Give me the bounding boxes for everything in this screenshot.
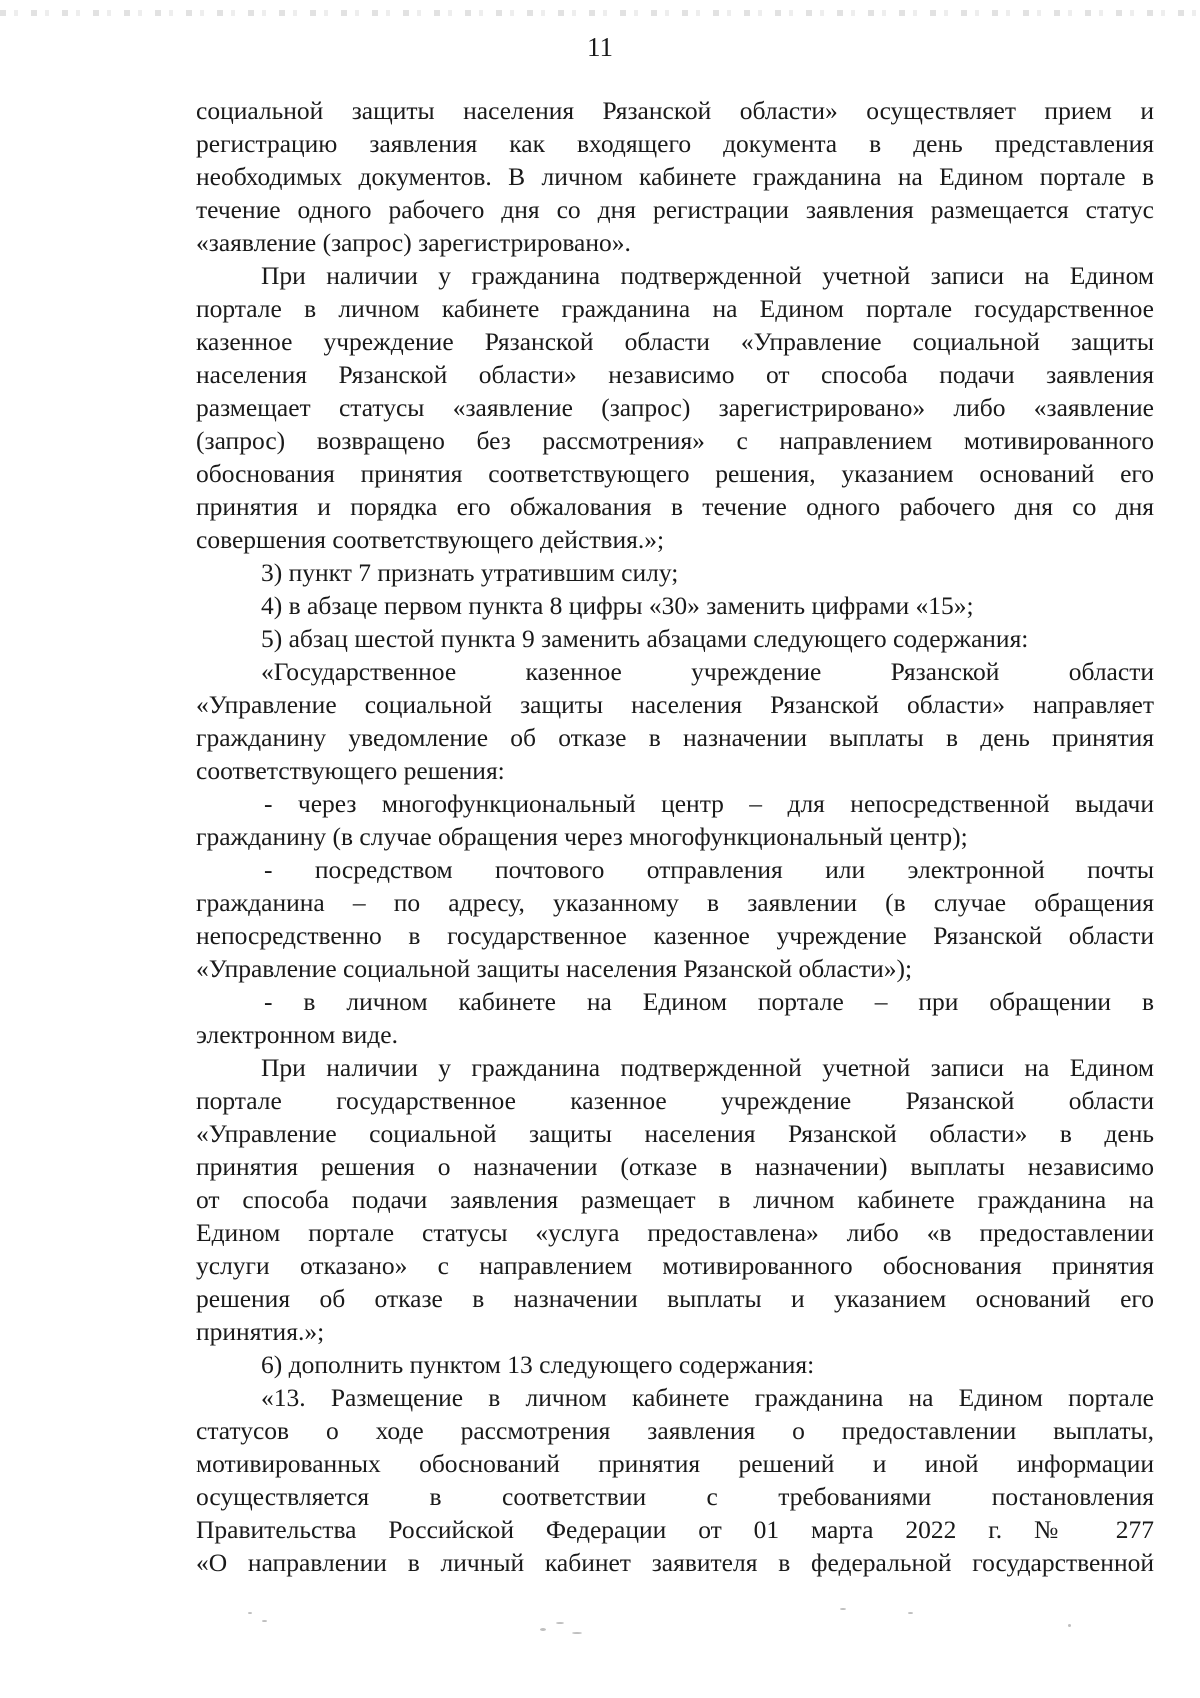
text-line: статусов о ходе рассмотрения заявления о предоставлении выплаты,: [196, 1416, 1154, 1445]
text-line: 3) пункт 7 признать утратившим силу;: [261, 558, 679, 587]
text-line: портале в личном кабинете гражданина на Едином портале государственное: [196, 294, 1154, 323]
text-line: «заявление (запрос) зарегистрировано».: [196, 228, 631, 257]
text-line: услуги отказано» с направлением мотивированного обоснования принятия: [196, 1251, 1154, 1280]
text-line: течение одного рабочего дня со дня регистрации заявления размещается статус: [196, 195, 1154, 224]
text-line: - посредством почтового отправления или электронной почты: [264, 855, 1154, 884]
scan-speck: [572, 1632, 582, 1634]
text-line: 6) дополнить пунктом 13 следующего содержания:: [261, 1350, 815, 1379]
scan-speck: [262, 1620, 267, 1622]
text-line: регистрацию заявления как входящего документа в день представления: [196, 129, 1154, 158]
text-line: «Управление социальной защиты населения Рязанской области» направляет: [196, 690, 1154, 719]
scan-speck: [1068, 1624, 1071, 1627]
text-line: 5) абзац шестой пункта 9 заменить абзацами следующего содержания:: [261, 624, 1029, 653]
text-line: обоснования принятия соответствующего решения, указанием оснований его: [196, 459, 1154, 488]
text-line: При наличии у гражданина подтвержденной учетной записи на Едином: [261, 261, 1154, 290]
text-line: мотивированных обоснований принятия решений и иной информации: [196, 1449, 1154, 1478]
text-line: решения об отказе в назначении выплаты и указанием оснований его: [196, 1284, 1154, 1313]
text-line: - через многофункциональный центр – для непосредственной выдачи: [264, 789, 1154, 818]
text-line: непосредственно в государственное казенное учреждение Рязанской области: [196, 921, 1154, 950]
text-line: принятия.»;: [196, 1317, 325, 1346]
text-line: «Управление социальной защиты населения Рязанской области»);: [196, 954, 913, 983]
text-line: казенное учреждение Рязанской области «Управление социальной защиты: [196, 327, 1154, 356]
text-line: размещает статусы «заявление (запрос) зарегистрировано» либо «заявление: [196, 393, 1154, 422]
text-line: Правительства Российской Федерации от 01 марта 2022 г. № 277: [196, 1515, 1154, 1544]
text-line: «Государственное казенное учреждение Рязанской области: [261, 657, 1154, 686]
text-line: от способа подачи заявления размещает в личном кабинете гражданина на: [196, 1185, 1154, 1214]
text-line: совершения соответствующего действия.»;: [196, 525, 665, 554]
page-number: 11: [587, 32, 613, 62]
text-line: осуществляется в соответствии с требованиями постановления: [196, 1482, 1154, 1511]
text-line: - в личном кабинете на Едином портале – при обращении в: [264, 987, 1154, 1016]
text-line: гражданину (в случае обращения через многофункциональный центр);: [196, 822, 968, 851]
text-line: Едином портале статусы «услуга предоставлена» либо «в предоставлении: [196, 1218, 1154, 1247]
scan-speck: [840, 1608, 846, 1610]
text-line: необходимых документов. В личном кабинете гражданина на Едином портале в: [196, 162, 1154, 191]
scan-edge-artifact: [0, 10, 1200, 16]
text-line: соответствующего решения:: [196, 756, 505, 785]
text-line: «О направлении в личный кабинет заявителя в федеральной государственной: [196, 1548, 1154, 1577]
document-body: [196, 94, 1154, 1579]
text-line: (запрос) возвращено без рассмотрения» с направлением мотивированного: [196, 426, 1154, 455]
scan-speck: [540, 1628, 546, 1631]
text-line: принятия решения о назначении (отказе в назначении) выплаты независимо: [196, 1152, 1154, 1181]
text-line: гражданину уведомление об отказе в назначении выплаты в день принятия: [196, 723, 1154, 752]
text-line: «13. Размещение в личном кабинете гражданина на Едином портале: [261, 1383, 1154, 1412]
scan-speck: [908, 1612, 913, 1614]
text-line: При наличии у гражданина подтвержденной учетной записи на Едином: [261, 1053, 1154, 1082]
text-line: принятия и порядка его обжалования в течение одного рабочего дня со дня: [196, 492, 1154, 521]
text-line: гражданина – по адресу, указанному в заявлении (в случае обращения: [196, 888, 1154, 917]
text-line: 4) в абзаце первом пункта 8 цифры «30» заменить цифрами «15»;: [261, 591, 974, 620]
text-line: портале государственное казенное учреждение Рязанской области: [196, 1086, 1154, 1115]
text-line: населения Рязанской области» независимо от способа подачи заявления: [196, 360, 1154, 389]
scan-speck: [556, 1622, 564, 1624]
text-line: «Управление социальной защиты населения Рязанской области» в день: [196, 1119, 1154, 1148]
scan-speck: [248, 1612, 252, 1614]
text-line: электронном виде.: [196, 1020, 398, 1049]
text-line: социальной защиты населения Рязанской области» осуществляет прием и: [196, 96, 1154, 125]
